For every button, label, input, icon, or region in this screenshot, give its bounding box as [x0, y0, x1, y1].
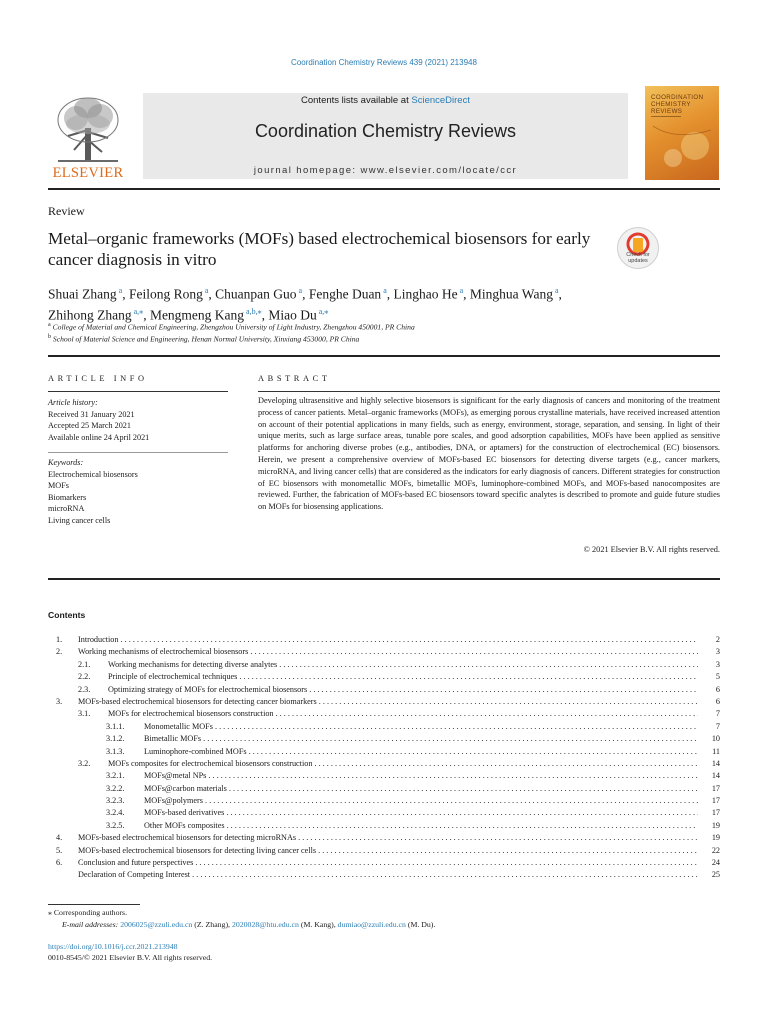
affiliation-text: School of Material Science and Engineering, Henan Normal University, Xinxiang 453000, PR China [52, 334, 360, 344]
toc-page-number: 14 [711, 758, 720, 768]
issn-line: 0010-8545/© 2021 Elsevier B.V. All rights reserved. [48, 953, 213, 962]
keywords-block [48, 457, 228, 526]
toc-entry[interactable] [48, 733, 720, 745]
doi-url[interactable]: https://doi.org/10.1016/j.ccr.2021.213948 [48, 942, 178, 951]
email-addresses [62, 919, 435, 930]
article-type: Review [48, 204, 85, 218]
toc-number: 3.1.1. [106, 721, 125, 731]
author-separator: , [558, 286, 562, 302]
email-label: E-mail addresses: [62, 920, 121, 929]
affiliation-b [48, 334, 359, 344]
online-date: Available online 24 April 2021 [48, 432, 150, 442]
author-separator: , [302, 286, 309, 302]
toc-entry[interactable] [48, 770, 720, 782]
check-for-updates-label: Check for updates [626, 252, 650, 264]
toc-number: 5. [56, 845, 63, 855]
author-affiliation-sup[interactable]: a [459, 286, 464, 295]
abstract-rule [258, 391, 720, 392]
keywords-rule [48, 452, 228, 453]
toc-entry[interactable] [48, 807, 720, 819]
affiliation-a [48, 322, 415, 332]
affiliation-sup: b [48, 334, 51, 340]
toc-title[interactable]: MOFs@metal NPs . . . [144, 770, 698, 782]
toc-page-number: 25 [711, 870, 720, 880]
author-affiliation-sup[interactable]: a,b,⁎ [246, 306, 262, 316]
author-name[interactable]: Zhihong Zhang [48, 307, 132, 322]
toc-entry[interactable] [48, 820, 720, 832]
toc-title[interactable]: Luminophore-combined MOFs . . . [144, 746, 698, 758]
cover-title: COORDINATION CHEMISTRY REVIEWS [651, 94, 704, 115]
author-affiliation-sup[interactable]: a,⁎ [318, 306, 329, 316]
toc-number: 3.2.5. [106, 820, 125, 830]
toc-entry[interactable] [48, 721, 720, 733]
journal-name: Coordination Chemistry Reviews [254, 121, 517, 141]
article-title: Metal–organic frameworks (MOFs) based electrochemical biosensors for early cancer diagnosis in vitro [48, 229, 591, 269]
author-affiliation-sup[interactable]: a [118, 286, 123, 295]
toc-number: 3.2.3. [106, 796, 125, 806]
toc-page-number: 5 [715, 672, 720, 682]
toc-page-number: 19 [711, 833, 720, 843]
toc-number: 3.1. [78, 709, 91, 719]
author-name[interactable]: Chuanpan Guo [215, 286, 297, 302]
toc-title[interactable]: Declaration of Competing Interest . . . [78, 869, 698, 881]
author-name[interactable]: Mengmeng Kang [149, 307, 245, 322]
author-affiliation-sup[interactable]: a [383, 286, 387, 295]
toc-number: 3.1.3. [106, 746, 125, 756]
journal-cover-thumbnail[interactable] [645, 86, 719, 180]
toc-entry[interactable] [48, 857, 720, 869]
homepage-link[interactable]: www.elsevier.com/locate/ccr [360, 165, 518, 176]
toc-entry[interactable] [48, 646, 720, 658]
toc-entry[interactable] [48, 684, 720, 696]
toc-title[interactable]: MOFs-based electrochemical biosensors for detecting microRNAs . . . [78, 832, 698, 844]
keyword: Living cancer cells [48, 515, 111, 525]
toc-title[interactable]: Introduction . . . [78, 634, 698, 646]
affiliation-sup: a [48, 322, 51, 328]
author-name[interactable]: Feilong Rong [128, 286, 203, 302]
author-separator: , [122, 286, 129, 302]
toc-page-number: 6 [715, 684, 720, 694]
toc-page-number: 11 [712, 746, 720, 756]
abstract-heading: ABSTRACT [258, 374, 331, 383]
journal-citation[interactable]: Coordination Chemistry Reviews 439 (2021) 213948 [291, 58, 477, 67]
abstract-bottom-rule [48, 578, 720, 580]
toc-title[interactable]: MOFs composites for electrochemical biosensors construction . . . [108, 758, 698, 770]
author-separator: , [143, 307, 150, 322]
history-label: Article history: [48, 398, 98, 407]
toc-title[interactable]: Working mechanisms for detecting diverse analytes . . . [108, 659, 698, 671]
toc-title[interactable]: MOFs for electrochemical biosensors construction . . . [108, 708, 698, 720]
toc-page-number: 22 [711, 845, 720, 855]
toc-entry[interactable] [48, 783, 720, 795]
keyword: Electrochemical biosensors [48, 469, 138, 479]
author-name[interactable]: Fenghe Duan [308, 286, 382, 302]
table-of-contents [48, 634, 720, 882]
elsevier-wordmark[interactable]: ELSEVIER [52, 165, 124, 181]
toc-entry[interactable] [48, 832, 720, 844]
toc-title[interactable]: Monometallic MOFs . . . [144, 721, 698, 733]
toc-page-number: 24 [711, 858, 720, 868]
toc-entry[interactable] [48, 671, 720, 683]
author-affiliation-sup[interactable]: a [204, 286, 209, 295]
homepage-prefix: journal homepage: [253, 165, 361, 176]
keyword: MOFs [48, 481, 69, 490]
toc-title[interactable]: Working mechanisms of electrochemical biosensors . . . [78, 646, 698, 658]
toc-number: 3.2.1. [106, 771, 125, 781]
toc-number: 3.2.4. [106, 808, 125, 818]
toc-number: 3. [56, 696, 63, 706]
article-history [48, 397, 228, 443]
toc-entry[interactable] [48, 708, 720, 720]
toc-page-number: 3 [715, 659, 720, 669]
journal-homepage [143, 165, 628, 176]
author-name[interactable]: Shuai Zhang [48, 286, 117, 302]
toc-number: 3.1.2. [106, 734, 125, 744]
article-info-heading: ARTICLE INFO [48, 374, 148, 383]
email-link[interactable]: 2020028@htu.edu.cn [231, 920, 299, 929]
article-info-rule [48, 391, 228, 392]
toc-entry[interactable] [48, 696, 720, 708]
header-rule [48, 188, 720, 190]
received-date: Received 31 January 2021 [48, 409, 135, 419]
toc-number: 1. [56, 635, 63, 644]
toc-page-number: 14 [711, 771, 720, 781]
toc-page-number: 19 [711, 820, 720, 830]
author-list [48, 282, 688, 323]
toc-title[interactable]: Other MOFs composites . . . [144, 820, 698, 832]
author-separator: , [261, 307, 269, 322]
toc-number: 2.2. [78, 672, 91, 682]
toc-page-number: 10 [711, 734, 720, 744]
contents-heading: Contents [48, 610, 86, 620]
toc-page-number: 17 [711, 808, 720, 818]
email-owner: (M. Du). [405, 920, 436, 929]
toc-entry[interactable] [48, 758, 720, 770]
toc-title[interactable]: Bimetallic MOFs . . . [144, 733, 698, 745]
toc-title[interactable]: MOFs@polymers . . . [144, 795, 698, 807]
sciencedirect-link[interactable]: ScienceDirect [411, 95, 470, 106]
author-name[interactable]: Minghua Wang [469, 286, 553, 302]
toc-title[interactable]: Optimizing strategy of MOFs for electrochemical biosensors . . . [108, 684, 698, 696]
toc-number: 3.2.2. [106, 783, 125, 793]
toc-title[interactable]: MOFs-based derivatives . . . [144, 807, 698, 819]
toc-number: 6. [56, 858, 63, 868]
email-owner: (Z. Zhang), [192, 920, 232, 929]
keywords-label: Keywords: [48, 458, 84, 467]
contents-prefix: Contents lists available at [301, 95, 412, 106]
toc-page-number: 6 [715, 696, 720, 706]
footnote-rule [48, 904, 140, 905]
toc-entry[interactable] [48, 795, 720, 807]
toc-title[interactable]: Conclusion and future perspectives . . . [78, 857, 698, 869]
toc-title[interactable]: MOFs-based electrochemical biosensors for detecting cancer biomarkers . . . [78, 696, 698, 708]
affiliation-text: College of Material and Chemical Engineering, Zhengzhou University of Light Industry, Zhengzhou 450001, PR China [52, 322, 415, 332]
toc-page-number: 17 [711, 796, 720, 806]
author-name[interactable]: Miao Du [268, 307, 317, 322]
email-link[interactable]: dumiao@zzuli.edu.cn [337, 920, 406, 929]
contents-availability [143, 95, 628, 106]
toc-entry[interactable] [48, 634, 720, 646]
author-name[interactable]: Linghao He [393, 286, 458, 302]
author-separator: , [386, 286, 394, 302]
keyword: Biomarkers [48, 492, 87, 502]
toc-title[interactable]: MOFs@carbon materials . . . [144, 783, 698, 795]
toc-page-number: 17 [711, 783, 720, 793]
toc-entry[interactable] [48, 869, 720, 881]
author-separator: , [463, 286, 470, 302]
author-separator: , [208, 286, 216, 302]
toc-number: 4. [56, 833, 63, 843]
email-link[interactable]: 2006025@zzuli.edu.cn [120, 920, 193, 929]
corresponding-note: ⁎ Corresponding authors. [48, 908, 128, 917]
accepted-date: Accepted 25 March 2021 [48, 421, 131, 430]
toc-entry[interactable] [48, 845, 720, 857]
toc-number: 2. [56, 647, 63, 657]
toc-entry[interactable] [48, 746, 720, 758]
toc-page-number: 7 [715, 721, 720, 731]
toc-title[interactable]: Principle of electrochemical techniques . . . [108, 671, 698, 683]
toc-page-number: 3 [715, 647, 720, 657]
abstract-text: Developing ultrasensitive and highly selective biosensors is significant for the early diagnosis of cancers and monitoring of the treatment process of cancer patients. Metal–organic frameworks (MOFs), as emerging porous crystalline materials, have received increased attention on account of their potential applications in many fields, such as energy, environment, storage, separation, and sensing. In light of their unique merits, such as large surface areas, tunable pore scales, and good adsorption capabilities, MOFs have been applied as sensitive platforms for anchoring diverse probes (e.g., antibodies, DNA, or aptamers) for the construction of electrochemical (EC) biosensors. Herein, we present a comprehensive overview of MOFs-based EC biosensors for detecting diverse targets (e.g., cancer markers, microRNA, and living cancer cells) that are considered as the indicators for early diagnosis of cancers. Different strategies for construction of EC biosensors with monometallic MOFs, bimetallic MOFs, luminophore-combined MOFs, and MOFs-based nanocomposites are reviewed. Further, the fabrication of MOFs-based EC biosensors toward specific analytes is described to promote and guide future studies on MOFs for biosensing applications. [258, 396, 720, 512]
toc-title[interactable]: MOFs-based electrochemical biosensors for detecting living cancer cells . . . [78, 845, 698, 857]
toc-entry[interactable] [48, 659, 720, 671]
toc-number: 3.2. [78, 758, 91, 768]
author-affiliation-sup[interactable]: a,⁎ [133, 306, 144, 316]
author-affiliation-sup[interactable]: a [298, 286, 303, 295]
toc-number: 2.3. [78, 684, 91, 694]
keyword: microRNA [48, 504, 85, 513]
section-rule [48, 355, 720, 357]
abstract-copyright: © 2021 Elsevier B.V. All rights reserved. [583, 545, 720, 554]
email-owner: (M. Kang), [298, 920, 338, 929]
toc-page-number: 2 [715, 635, 720, 644]
toc-number: 2.1. [78, 659, 91, 669]
author-affiliation-sup[interactable]: a [554, 286, 559, 295]
doi-link[interactable] [48, 941, 178, 952]
toc-page-number: 7 [715, 709, 720, 719]
